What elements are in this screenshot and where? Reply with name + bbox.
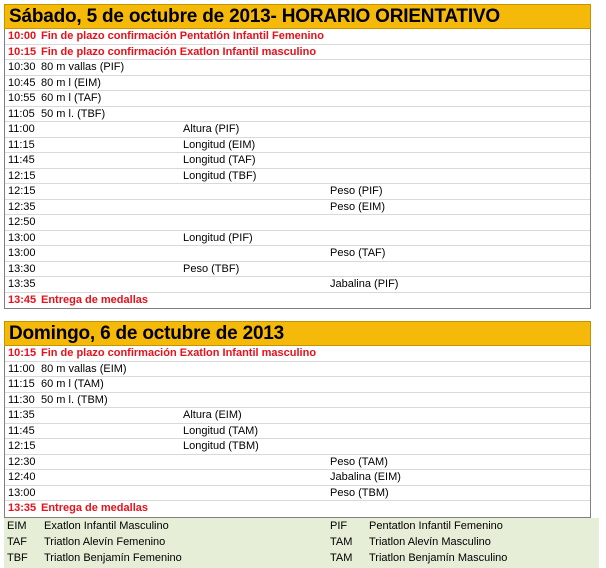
time-cell: 12:15 — [8, 440, 36, 452]
schedule-row — [5, 200, 590, 216]
time-cell: 11:45 — [8, 154, 35, 166]
legend-row — [4, 518, 599, 534]
time-cell: 13:30 — [8, 262, 36, 275]
schedule-row — [5, 486, 590, 502]
event-col3: Peso (PIF) — [330, 185, 383, 197]
schedule-row — [5, 377, 590, 393]
schedule-row — [5, 501, 590, 517]
schedule-row — [5, 169, 590, 185]
event-col1: 80 m vallas (PIF) — [41, 61, 125, 73]
sunday-schedule — [4, 346, 591, 518]
legend-row — [4, 550, 599, 566]
time-cell: 10:30 — [8, 61, 36, 73]
schedule-row — [5, 246, 590, 262]
schedule-row — [5, 346, 590, 362]
event-col1: Fin de plazo confirmación Exatlon Infantil masculino — [41, 45, 317, 58]
time-cell: 10:45 — [8, 76, 36, 89]
schedule-row — [5, 91, 590, 107]
event-col3: Peso (EIM) — [330, 200, 386, 213]
time-cell: 10:00 — [8, 30, 37, 42]
legend-code: PIF — [330, 520, 348, 532]
legend-code: TAM — [330, 536, 353, 548]
event-col1: Entrega de medallas — [41, 502, 148, 514]
event-col2: Longitud (TAM) — [183, 424, 258, 437]
schedule-row — [5, 60, 590, 76]
time-cell: 11:05 — [8, 107, 35, 120]
legend-code: TAM — [330, 552, 353, 564]
time-cell: 10:15 — [8, 45, 37, 58]
legend-description: Triatlon Alevín Masculino — [369, 536, 491, 548]
event-col1: 50 m l. (TBM) — [41, 393, 108, 406]
event-col2: Longitud (PIF) — [183, 231, 253, 244]
schedule-row — [5, 439, 590, 455]
schedule-row — [5, 393, 590, 409]
schedule-row — [5, 455, 590, 471]
time-cell: 12:40 — [8, 471, 36, 483]
event-col1: Entrega de medallas — [41, 293, 148, 306]
time-cell: 10:55 — [8, 92, 36, 104]
event-col1: 60 m l (TAM) — [41, 378, 104, 390]
schedule-row — [5, 45, 590, 61]
legend-code: EIM — [7, 520, 27, 532]
schedule-row — [5, 470, 590, 486]
legend-description: Triatlon Alevín Femenino — [44, 536, 166, 548]
saturday-title: Sábado, 5 de octubre de 2013- HORARIO ORIENTATIVO — [9, 6, 500, 27]
schedule-row — [5, 107, 590, 123]
schedule-row — [5, 231, 590, 247]
legend-description: Triatlon Benjamín Masculino — [369, 552, 508, 564]
time-cell: 12:30 — [8, 455, 36, 468]
event-col1: 80 m l (EIM) — [41, 76, 101, 89]
time-cell: 11:15 — [8, 378, 35, 390]
event-col2: Longitud (EIM) — [183, 138, 256, 151]
time-cell: 11:30 — [8, 393, 35, 406]
legend — [4, 518, 599, 568]
time-cell: 12:15 — [8, 185, 36, 197]
time-cell: 12:15 — [8, 169, 36, 182]
legend-description: Triatlon Benjamín Femenino — [44, 552, 182, 564]
time-cell: 11:00 — [8, 123, 35, 135]
event-col1: 60 m l (TAF) — [41, 92, 102, 104]
schedule-row — [5, 122, 590, 138]
time-cell: 12:35 — [8, 200, 36, 213]
time-cell: 12:50 — [8, 216, 36, 228]
event-col2: Longitud (TBF) — [183, 169, 257, 182]
legend-code: TAF — [7, 536, 27, 548]
event-col1: 80 m vallas (EIM) — [41, 362, 127, 375]
time-cell: 11:35 — [8, 409, 35, 421]
event-col3: Jabalina (PIF) — [330, 278, 399, 290]
event-col2: Longitud (TAF) — [183, 154, 256, 166]
legend-code: TBF — [7, 552, 28, 564]
event-col3: Jabalina (EIM) — [330, 471, 401, 483]
event-col1: Fin de plazo confirmación Exatlon Infantil masculino — [41, 347, 317, 359]
legend-description: Exatlon Infantil Masculino — [44, 520, 169, 532]
sunday-header — [4, 321, 591, 346]
schedule-row — [5, 184, 590, 200]
event-col1: 50 m l. (TBF) — [41, 107, 106, 120]
event-col2: Altura (EIM) — [183, 409, 242, 421]
event-col2: Altura (PIF) — [183, 123, 240, 135]
event-col1: Fin de plazo confirmación Pentatlón Infantil Femenino — [41, 30, 324, 42]
event-col3: Peso (TBM) — [330, 486, 389, 499]
time-cell: 13:00 — [8, 247, 36, 259]
event-col3: Peso (TAM) — [330, 455, 388, 468]
event-col2: Longitud (TBM) — [183, 440, 259, 452]
time-cell: 13:35 — [8, 278, 36, 290]
legend-description: Pentatlon Infantil Femenino — [369, 520, 503, 532]
schedule-row — [5, 408, 590, 424]
legend-row — [4, 534, 599, 550]
event-col2: Peso (TBF) — [183, 262, 240, 275]
time-cell: 13:00 — [8, 231, 36, 244]
time-cell: 13:35 — [8, 502, 37, 514]
time-cell: 13:00 — [8, 486, 36, 499]
schedule-row — [5, 362, 590, 378]
sunday-title: Domingo, 6 de octubre de 2013 — [9, 323, 285, 344]
time-cell: 11:45 — [8, 424, 35, 437]
schedule-row — [5, 76, 590, 92]
schedule-row — [5, 262, 590, 278]
schedule-row — [5, 215, 590, 231]
saturday-header — [4, 4, 591, 29]
saturday-schedule — [4, 29, 591, 309]
schedule-row — [5, 153, 590, 169]
time-cell: 13:45 — [8, 293, 37, 306]
time-cell: 11:00 — [8, 362, 35, 375]
time-cell: 11:15 — [8, 138, 35, 151]
schedule-row — [5, 138, 590, 154]
time-cell: 10:15 — [8, 347, 37, 359]
event-col3: Peso (TAF) — [330, 247, 386, 259]
schedule-row — [5, 29, 590, 45]
schedule-row — [5, 277, 590, 293]
schedule-row — [5, 293, 590, 309]
schedule-row — [5, 424, 590, 440]
